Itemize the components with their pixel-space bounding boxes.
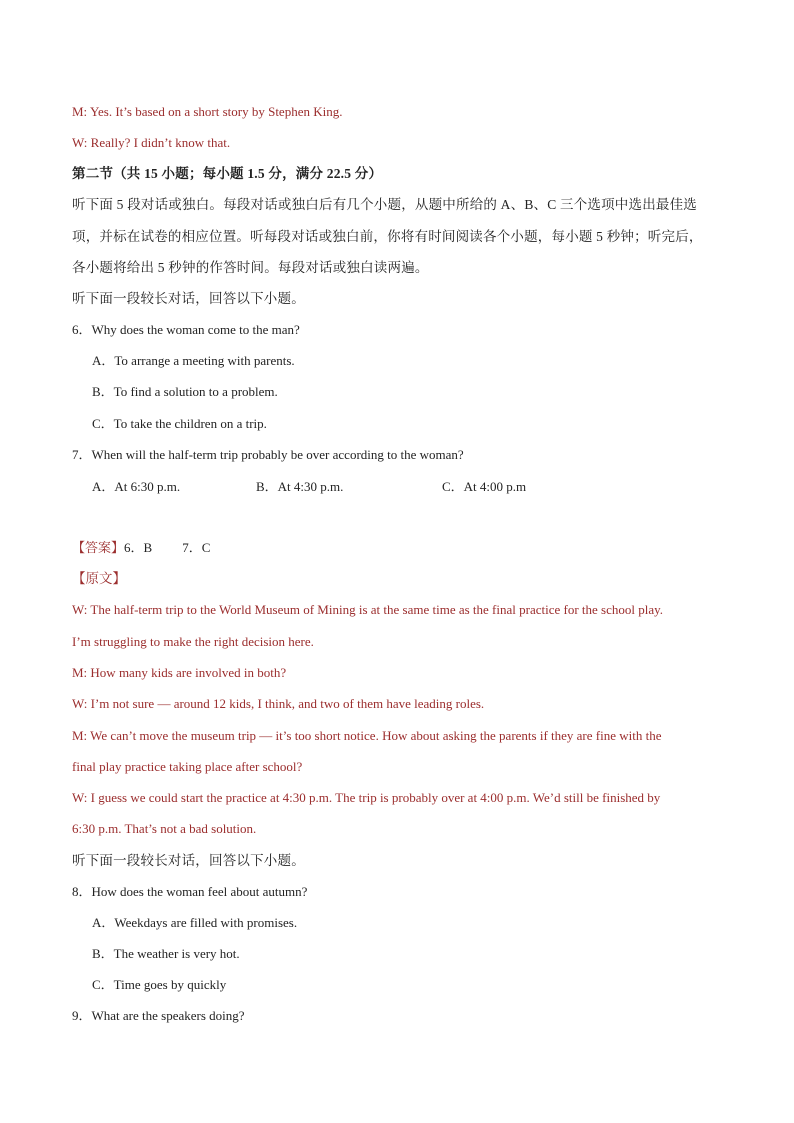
answer-line [72, 539, 734, 557]
question-6-stem: 6．Why does the woman come to the man? [72, 322, 300, 337]
transcript-line-4: W: I’m not sure — around 12 kids, I think, and two of them have leading roles. [72, 696, 485, 711]
transcript-line-3: M: How many kids are involved in both? [72, 665, 287, 680]
answer-7: 7．C [182, 540, 211, 555]
listening-prompt: 听下面一段较长对话，回答以下小题。 [72, 291, 305, 306]
listening-prompt-2: 听下面一段较长对话，回答以下小题。 [72, 853, 305, 868]
dialog-line-woman: W: Really? I didn’t know that. [72, 135, 231, 150]
question-6-option-b: B．To find a solution to a problem. [92, 384, 278, 399]
section-header: 第二节（共 15 小题；每小题 1.5 分，满分 22.5 分） [72, 166, 383, 181]
question-7-option-a: A．At 6:30 p.m. [92, 479, 181, 494]
answer-label: 【答案】 [72, 540, 125, 555]
question-9-stem: 9．What are the speakers doing? [72, 1008, 245, 1023]
transcript-line-5: M: We can’t move the museum trip — it’s too short notice. How about asking the parents if they are fine with the [72, 728, 662, 743]
transcript-label: 【原文】 [72, 571, 126, 586]
instructions-line-1: 听下面 5 段对话或独白。每段对话或独白后有几个小题，从题中所给的 A、B、C 三个选项中选出最佳选 [72, 197, 698, 212]
dialog-line-man: M: Yes. It’s based on a short story by Stephen King. [72, 104, 343, 119]
question-8-option-a: A．Weekdays are filled with promises. [92, 915, 298, 930]
answer-6: 6．B [124, 540, 153, 555]
question-8-option-b: B．The weather is very hot. [92, 946, 240, 961]
question-6-option-a: A．To arrange a meeting with parents. [92, 353, 295, 368]
instructions-line-3: 各小题将给出 5 秒钟的作答时间。每段对话或独白读两遍。 [72, 260, 429, 275]
question-7-stem: 7．When will the half-term trip probably be over according to the woman? [72, 447, 464, 462]
transcript-line-7: W: I guess we could start the practice at 4:30 p.m. The trip is probably over at 4:00 p.m. We’d still be finished by [72, 790, 661, 805]
question-7-option-c: C．At 4:00 p.m [442, 479, 527, 494]
question-7-option-b: B．At 4:30 p.m. [256, 479, 344, 494]
transcript-line-1: W: The half-term trip to the World Museum of Mining is at the same time as the final practice for the school play. [72, 602, 664, 617]
transcript-line-8: 6:30 p.m. That’s not a bad solution. [72, 821, 257, 836]
transcript-line-2: I’m struggling to make the right decision here. [72, 634, 314, 649]
instructions-line-2: 项，并标在试卷的相应位置。听每段对话或独白前，你将有时间阅读各个小题，每小题 5 秒钟；听完后， [72, 229, 703, 244]
question-8-option-c: C．Time goes by quickly [92, 977, 227, 992]
question-6-option-c: C．To take the children on a trip. [92, 416, 267, 431]
question-8-stem: 8．How does the woman feel about autumn? [72, 884, 308, 899]
transcript-line-6: final play practice taking place after school? [72, 759, 303, 774]
